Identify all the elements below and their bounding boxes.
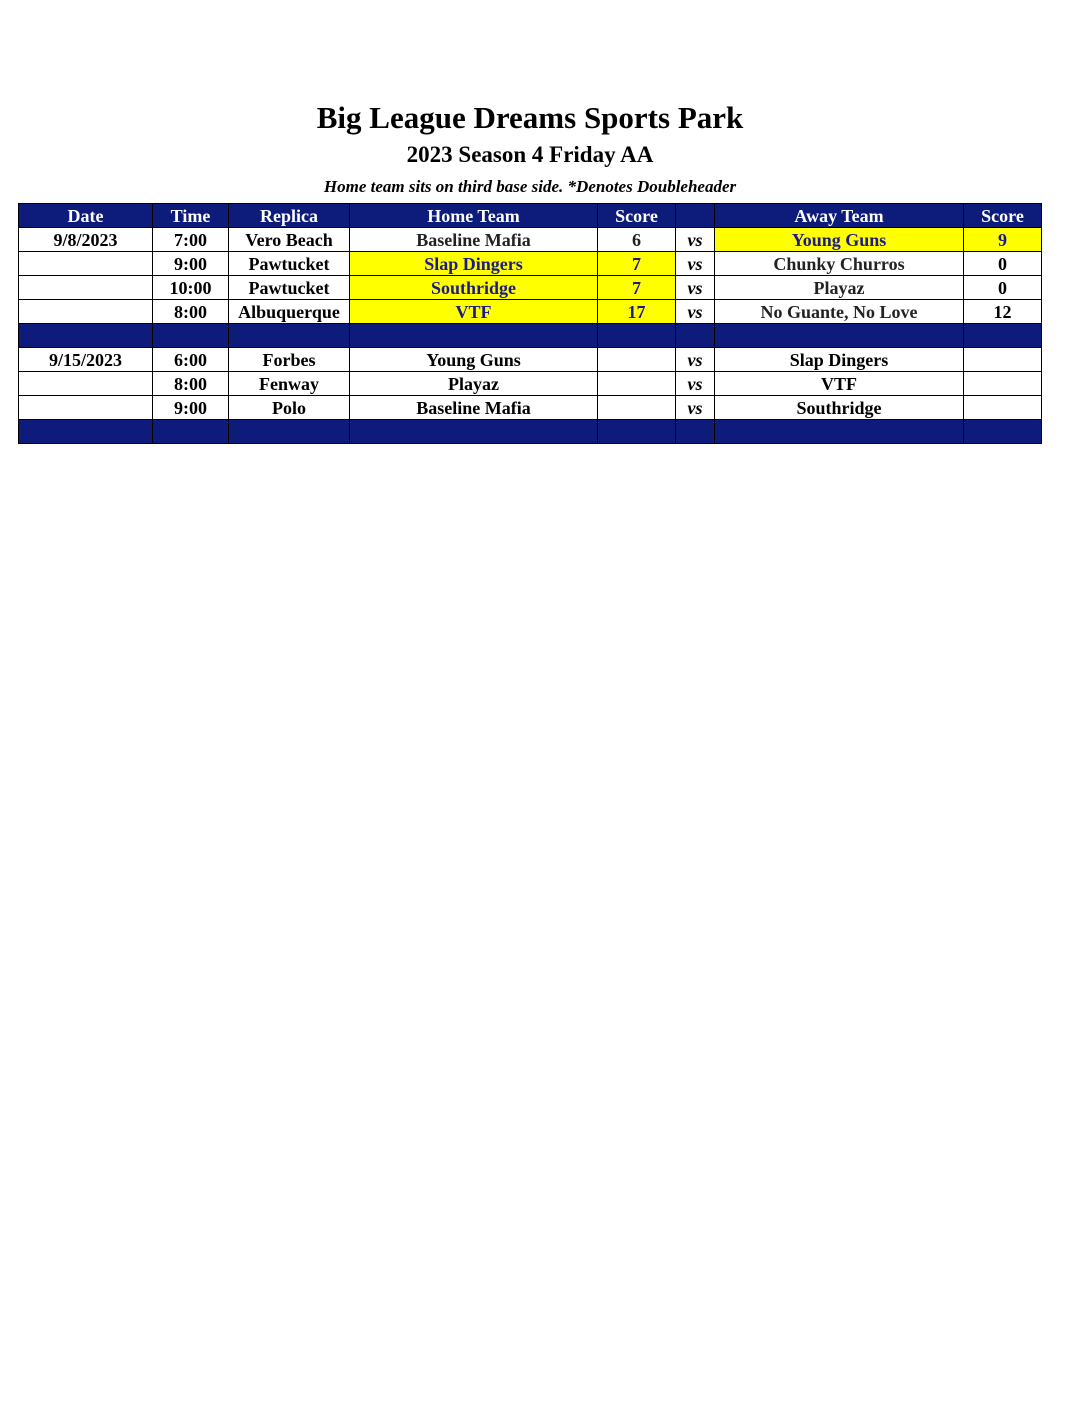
col-header-home-team: Home Team [350, 204, 598, 228]
date-cell: 9/15/2023 [19, 348, 153, 372]
time-cell: 8:00 [153, 300, 229, 324]
away-team-cell-winner: Young Guns [715, 228, 964, 252]
replica-cell: Forbes [229, 348, 350, 372]
home-team-cell-winner: Slap Dingers [350, 252, 598, 276]
date-cell [19, 252, 153, 276]
away-team-cell: VTF [715, 372, 964, 396]
table-row [19, 252, 1042, 276]
replica-cell: Pawtucket [229, 252, 350, 276]
date-cell [19, 276, 153, 300]
vs-cell: vs [676, 300, 715, 324]
table-row [19, 372, 1042, 396]
time-cell: 9:00 [153, 252, 229, 276]
col-header-away-team: Away Team [715, 204, 964, 228]
home-score-cell [598, 348, 676, 372]
vs-cell: vs [676, 276, 715, 300]
date-cell [19, 372, 153, 396]
home-team-cell: Young Guns [350, 348, 598, 372]
table-row [19, 276, 1042, 300]
time-cell: 6:00 [153, 348, 229, 372]
season-subtitle: 2023 Season 4 Friday AA [406, 142, 654, 167]
away-score-cell [964, 372, 1042, 396]
week-separator-row [19, 420, 1042, 444]
vs-cell: vs [676, 228, 715, 252]
vs-cell: vs [676, 396, 715, 420]
replica-cell: Vero Beach [229, 228, 350, 252]
replica-cell: Fenway [229, 372, 350, 396]
table-header-row [19, 204, 1042, 228]
home-score-cell: 6 [598, 228, 676, 252]
date-cell [19, 396, 153, 420]
vs-cell: vs [676, 372, 715, 396]
week-separator-row [19, 324, 1042, 348]
table-row [19, 300, 1042, 324]
table-row [19, 348, 1042, 372]
time-cell: 10:00 [153, 276, 229, 300]
time-cell: 8:00 [153, 372, 229, 396]
col-header-date: Date [19, 204, 153, 228]
replica-cell: Albuquerque [229, 300, 350, 324]
vs-cell: vs [676, 348, 715, 372]
home-team-cell-winner: Southridge [350, 276, 598, 300]
time-cell: 7:00 [153, 228, 229, 252]
home-score-cell [598, 372, 676, 396]
home-team-note: Home team sits on third base side. *Denotes Doubleheader [323, 177, 737, 196]
home-score-cell-winner: 7 [598, 252, 676, 276]
table-row [19, 396, 1042, 420]
replica-cell: Polo [229, 396, 350, 420]
home-team-cell: Baseline Mafia [350, 396, 598, 420]
schedule-table [18, 203, 1042, 444]
time-cell: 9:00 [153, 396, 229, 420]
away-score-cell-winner: 9 [964, 228, 1042, 252]
home-team-cell: Playaz [350, 372, 598, 396]
page-title: Big League Dreams Sports Park [316, 100, 744, 135]
table-row [19, 228, 1042, 252]
col-header-home-score: Score [598, 204, 676, 228]
away-team-cell: Chunky Churros [715, 252, 964, 276]
date-cell: 9/8/2023 [19, 228, 153, 252]
col-header-vs [676, 204, 715, 228]
col-header-replica: Replica [229, 204, 350, 228]
home-score-cell [598, 396, 676, 420]
away-team-cell: Slap Dingers [715, 348, 964, 372]
away-team-cell: No Guante, No Love [715, 300, 964, 324]
away-score-cell: 0 [964, 252, 1042, 276]
col-header-away-score: Score [964, 204, 1042, 228]
home-team-cell: Baseline Mafia [350, 228, 598, 252]
home-score-cell-winner: 17 [598, 300, 676, 324]
col-header-time: Time [153, 204, 229, 228]
date-cell [19, 300, 153, 324]
away-team-cell: Playaz [715, 276, 964, 300]
away-score-cell [964, 396, 1042, 420]
vs-cell: vs [676, 252, 715, 276]
away-score-cell: 0 [964, 276, 1042, 300]
away-score-cell [964, 348, 1042, 372]
home-team-cell-winner: VTF [350, 300, 598, 324]
away-score-cell: 12 [964, 300, 1042, 324]
home-score-cell-winner: 7 [598, 276, 676, 300]
away-team-cell: Southridge [715, 396, 964, 420]
replica-cell: Pawtucket [229, 276, 350, 300]
